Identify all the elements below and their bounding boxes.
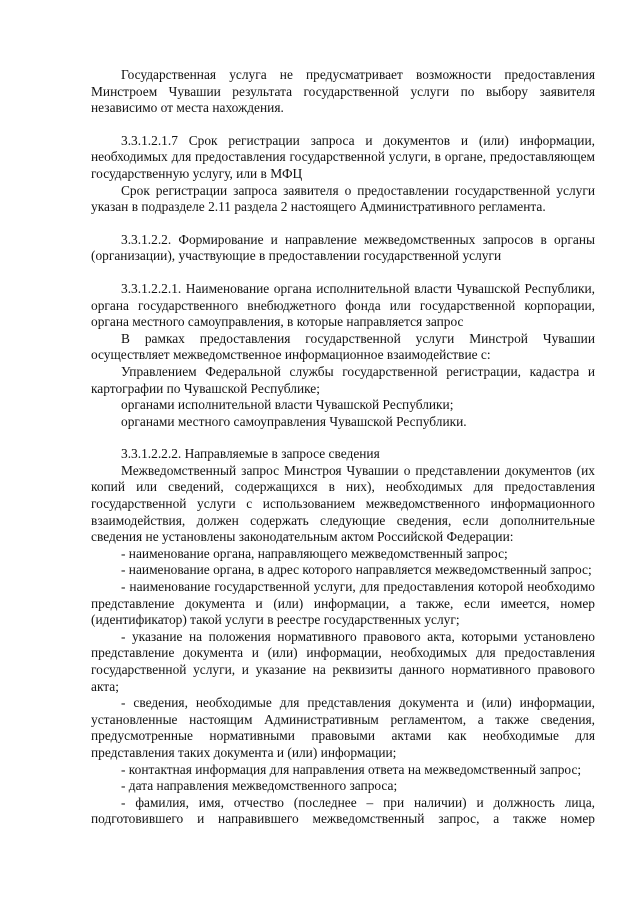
paragraph: 3.3.1.2.1.7 Срок регистрации запроса и документов и (или) информации, необходимых для предоставления государственной услуги, в органе, предоставляющем государственную услугу, или в МФЦ — [91, 132, 595, 181]
paragraph: - наименование государственной услуги, для предоставления которой необходимо представление документа и (или) информации, а также, если имеется, номер (идентификатор) такой услуги в реестре государственных услуг; — [91, 579, 595, 628]
paragraph: Срок регистрации запроса заявителя о предоставлении государственной услуги указан в подразделе 2.11 раздела 2 настоящего Административного регламента. — [91, 182, 595, 215]
paragraph: 3.3.1.2.2. Формирование и направление межведомственных запросов в органы (организации), участвующие в предоставлении государственной услуги — [91, 231, 595, 264]
paragraph: - сведения, необходимые для представления документа и (или) информации, установленные настоящим Административным регламентом, а также сведения, предусмотренные нормативными правовыми актами как необходимые для представления таких документа и (или) информации; — [91, 695, 595, 760]
paragraph: Управлением Федеральной службы государственной регистрации, кадастра и картографии по Чувашской Республике; — [91, 363, 595, 396]
paragraph: - указание на положения нормативного правового акта, которыми установлено представление документа и (или) информации, необходимых для предоставления государственной услуги, и указание на реквизиты данного нормативного правового акта; — [91, 628, 595, 694]
paragraph: В рамках предоставления государственной услуги Минстрой Чувашии осуществляет межведомственное информационное взаимодействие с: — [91, 330, 595, 363]
paragraph: - наименование органа, направляющего межведомственный запрос; — [121, 545, 508, 561]
paragraph: - наименование органа, в адрес которого направляется межведомственный запрос; — [121, 562, 592, 578]
paragraph: 3.3.1.2.2.1. Наименование органа исполнительной власти Чувашской Республики, органа государственного внебюджетного фонда или государственной корпорации, органа местного самоуправления, в которые направляется запрос — [91, 280, 595, 330]
document-page — [91, 67, 595, 828]
paragraph: органами местного самоуправления Чувашской Республики. — [121, 413, 467, 429]
paragraph: Государственная услуга не предусматривает возможности предоставления Минстроем Чувашии результата государственной услуги по выбору заявителя независимо от места нахождения. — [91, 67, 595, 116]
paragraph: органами исполнительной власти Чувашской Республики; — [121, 397, 454, 413]
paragraph: 3.3.1.2.2.2. Направляемые в запросе сведения — [121, 446, 380, 462]
paragraph: - дата направления межведомственного запроса; — [121, 778, 398, 794]
paragraph: - контактная информация для направления ответа на межведомственный запрос; — [121, 761, 582, 777]
paragraph: Межведомственный запрос Минстроя Чувашии о представлении документов (их копий или сведений, содержащихся в них), необходимых для предоставления государственной услуги с использованием межведомственного информационного взаимодействия, должен содержать следующие сведения, если дополнительные сведения не установлены законодательным актом Российской Федерации: — [91, 462, 595, 545]
paragraph: - фамилия, имя, отчество (последнее – при наличии) и должность лица, подготовившего и направившего межведомственный запрос, а также номер — [91, 794, 595, 827]
